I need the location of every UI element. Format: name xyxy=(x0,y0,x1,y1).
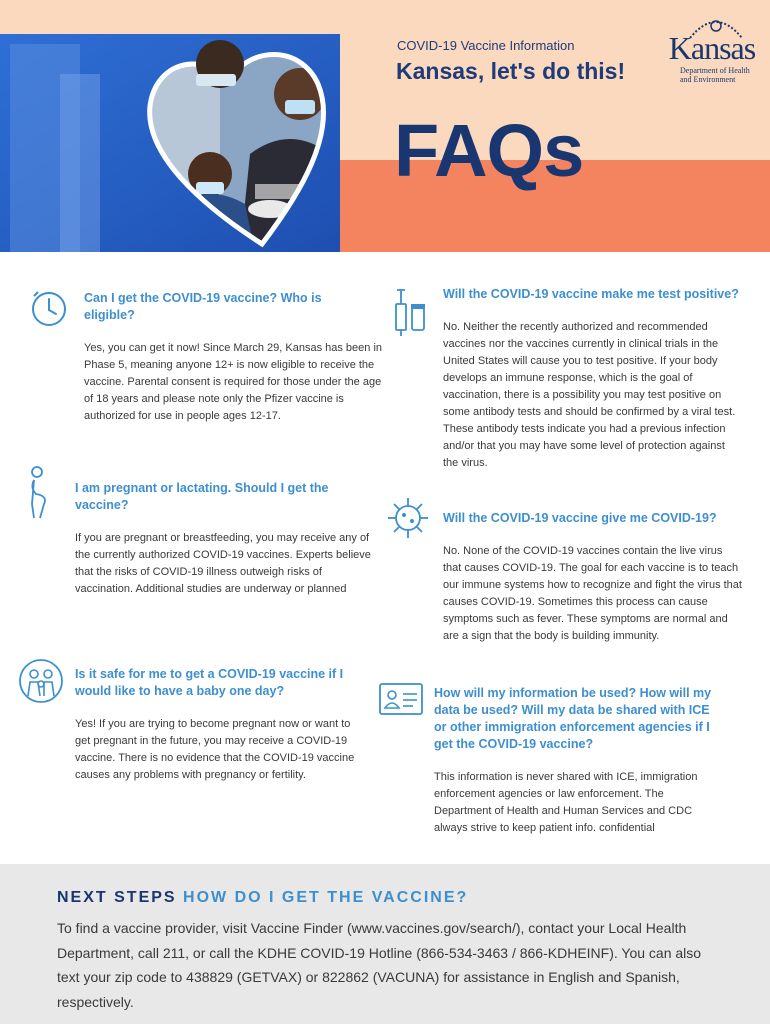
faq-item xyxy=(434,685,734,837)
heart-photo-frame xyxy=(0,34,340,252)
logo-department: Department of Health and Environment xyxy=(680,66,750,84)
header xyxy=(0,0,770,252)
faq-question: I am pregnant or lactating. Should I get the vaccine? xyxy=(75,481,329,512)
faq-question: Will the COVID-19 vaccine give me COVID-19? xyxy=(443,511,717,525)
next-steps-footer xyxy=(0,864,770,1024)
faq-item xyxy=(75,666,365,784)
faq-answer: No. Neither the recently authorized and recommended vaccines nor the vaccines currently in clinical trials in the United States will cause you to test positive. If your body develops an immune response, which is the goal of vaccination, there is a possibility you may test positive on some antibody tests and should be confirmed by a viral test. These antibody tests indicate you had a previous infection and/or that you may have some level of protection against the virus. xyxy=(443,321,736,469)
header-subtitle: COVID-19 Vaccine Information xyxy=(397,38,575,53)
faq-item xyxy=(443,510,763,645)
next-steps-heading xyxy=(57,889,468,907)
page-title: Kansas, let's do this! xyxy=(396,58,626,84)
vaccination-photo xyxy=(0,34,340,252)
virus-icon xyxy=(386,496,430,540)
faq-question: How will my information be used? How will my data be used? Will my data be shared with ICE or other immigration enforcement agencies if I get the COVID-19 vaccine? xyxy=(434,686,712,751)
clock-icon xyxy=(28,288,70,330)
faq-answer: Yes! If you are trying to become pregnant now or want to get pregnant in the future, you may receive a COVID-19 vaccine. There is no evidence that the COVID-19 vaccine causes any problems with pregnancy or fertility. xyxy=(75,718,355,781)
faq-question: Can I get the COVID-19 vaccine? Who is eligible? xyxy=(84,291,322,322)
pregnant-person-icon xyxy=(22,464,58,520)
family-icon xyxy=(18,658,64,704)
faq-answer: No. None of the COVID-19 vaccines contain the live virus that causes COVID-19. The goal for each vaccine is to teach our immune systems how to recognize and fight the virus that causes COVID-19. Sometimes this process can cause symptoms such as fever. These symptoms are normal and are a sign that the body is building immunity. xyxy=(443,545,742,642)
id-card-icon xyxy=(378,682,424,716)
faq-answer: Yes, you can get it now! Since March 29, Kansas has been in Phase 5, meaning anyone 12+ is now eligible to receive the vaccine. Parental consent is required for those under the age of 18 years and please note only the Pfizer vaccine is authorized for use in people ages 12-17. xyxy=(84,342,382,422)
next-steps-label: NEXT STEPS xyxy=(57,889,177,906)
faqs-heading: FAQs xyxy=(394,109,584,192)
next-steps-text: To find a vaccine provider, visit Vaccine Finder (www.vaccines.gov/search/), contact your Local Health Department, call 211, or call the KDHE COVID-19 Hotline (866-534-3463 / 866-KDHEINF). You can also text your zip code to 438829 (GETVAX) or 822862 (VACUNA) for assistance in English and Spanish, respectively. xyxy=(57,920,702,1010)
faq-question: Is it safe for me to get a COVID-19 vaccine if I would like to have a baby one day? xyxy=(75,667,344,698)
kdhe-logo xyxy=(664,12,760,92)
faq-item xyxy=(84,290,384,425)
how-to-label: HOW DO I GET THE VACCINE? xyxy=(183,889,469,906)
faq-item xyxy=(75,480,375,598)
faq-answer: If you are pregnant or breastfeeding, you may receive any of the currently authorized COVID-19 vaccines. Experts believe that the risks of COVID-19 illness outweigh risks of vaccination. Additional studies are underway or planned xyxy=(75,532,371,595)
faq-item xyxy=(443,286,763,472)
logo-wordmark: Kansas xyxy=(668,30,756,66)
syringe-vial-icon xyxy=(386,286,432,338)
faq-answer: This information is never shared with ICE, immigration enforcement agencies or law enforcement. The Department of Health and Human Services and CDC always strive to keep patient info. confidential xyxy=(434,771,698,834)
faq-question: Will the COVID-19 vaccine make me test positive? xyxy=(443,287,739,301)
